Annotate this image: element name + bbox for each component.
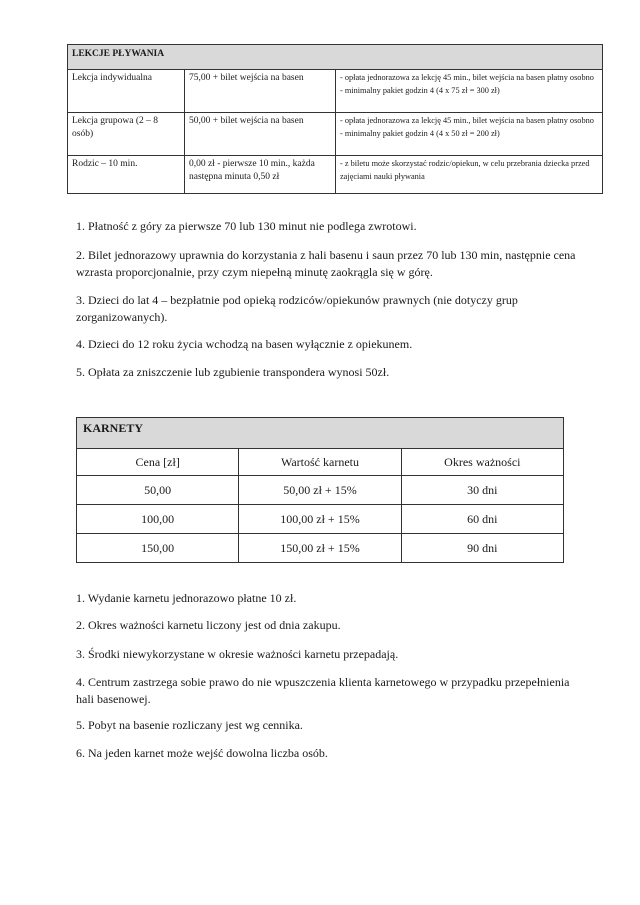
rule-5: 5. Opłata za zniszczenie lub zgubienie transpondera wynosi 50zł. xyxy=(76,365,390,379)
lesson-notes xyxy=(336,113,603,156)
table-cell: 50,00 zł + 15% xyxy=(239,476,401,505)
karnet-rule-3: 3. Środki niewykorzystane w okresie ważności karnetu przepadają. xyxy=(76,647,399,661)
karnet-rule-6: 6. Na jeden karnet może wejść dowolna liczba osób. xyxy=(76,746,328,760)
column-header: Cena [zł] xyxy=(77,449,239,476)
lesson-name: Lekcja grupowa (2 – 8 osób) xyxy=(68,113,185,156)
table-cell: 150,00 xyxy=(77,534,239,563)
column-header: Okres ważności xyxy=(401,449,563,476)
table-cell: 60 dni xyxy=(401,505,563,534)
table-cell: 150,00 zł + 15% xyxy=(239,534,401,563)
karnet-rule-1: 1. Wydanie karnetu jednorazowo płatne 10 zł. xyxy=(76,591,297,605)
table-cell: 50,00 xyxy=(77,476,239,505)
table-cell: 100,00 xyxy=(77,505,239,534)
lesson-note: - opłata jednorazowa za lekcję 45 min., bilet wejścia na basen płatny osobno xyxy=(340,73,594,82)
column-header: Wartość karnetu xyxy=(239,449,401,476)
karnet-rule-5: 5. Pobyt na basenie rozliczany jest wg cennika. xyxy=(76,718,303,732)
table-cell: 100,00 zł + 15% xyxy=(239,505,401,534)
lesson-name: Rodzic – 10 min. xyxy=(68,156,185,194)
lesson-notes xyxy=(336,156,603,194)
lesson-price: 75,00 + bilet wejścia na basen xyxy=(185,70,336,113)
karnety-table-title: KARNETY xyxy=(77,418,564,449)
rule-1: 1. Płatność z góry za pierwsze 70 lub 130 minut nie podlega zwrotowi. xyxy=(76,219,417,233)
table-row xyxy=(77,534,564,563)
table-cell: 90 dni xyxy=(401,534,563,563)
table-cell: 30 dni xyxy=(401,476,563,505)
lesson-note: - minimalny pakiet godzin 4 (4 x 75 zł = 300 zł) xyxy=(340,85,500,95)
lesson-note: - z biletu może skorzystać rodzic/opiekun, w celu przebrania dziecka przed zajęciami nauki pływania xyxy=(340,159,590,181)
lesson-note: - minimalny pakiet godzin 4 (4 x 50 zł = 200 zł) xyxy=(340,128,500,138)
karnety-table xyxy=(76,417,564,563)
table-row xyxy=(68,113,603,156)
karnet-rule-4: 4. Centrum zastrzega sobie prawo do nie wpuszczenia klienta karnetowego w przypadku przepełnienia hali basenowej. xyxy=(76,675,570,706)
table-row xyxy=(68,70,603,113)
table-row xyxy=(77,505,564,534)
table-header-row xyxy=(77,449,564,476)
rule-2: 2. Bilet jednorazowy uprawnia do korzystania z hali basenu i saun przez 70 lub 130 min, następnie cena wzrasta proporcjonalnie, przy czym niepełną minutę zaokrągla się w górę. xyxy=(76,248,576,279)
lesson-price: 0,00 zł - pierwsze 10 min., każda następna minuta 0,50 zł xyxy=(185,156,336,194)
lessons-table xyxy=(67,44,603,194)
karnet-rule-2: 2. Okres ważności karnetu liczony jest od dnia zakupu. xyxy=(76,618,341,632)
lesson-price: 50,00 + bilet wejścia na basen xyxy=(185,113,336,156)
lesson-note: - opłata jednorazowa za lekcję 45 min., bilet wejścia na basen płatny osobno xyxy=(340,116,594,125)
table-row xyxy=(68,156,603,194)
rule-4: 4. Dzieci do 12 roku życia wchodzą na basen wyłącznie z opiekunem. xyxy=(76,337,413,351)
lessons-table-title: LEKCJE PŁYWANIA xyxy=(68,45,603,70)
lesson-notes xyxy=(336,70,603,113)
rule-3: 3. Dzieci do lat 4 – bezpłatnie pod opieką rodziców/opiekunów prawnych (nie dotyczy grup zorganizowanych). xyxy=(76,293,518,324)
table-row xyxy=(77,476,564,505)
lesson-name: Lekcja indywidualna xyxy=(68,70,185,113)
